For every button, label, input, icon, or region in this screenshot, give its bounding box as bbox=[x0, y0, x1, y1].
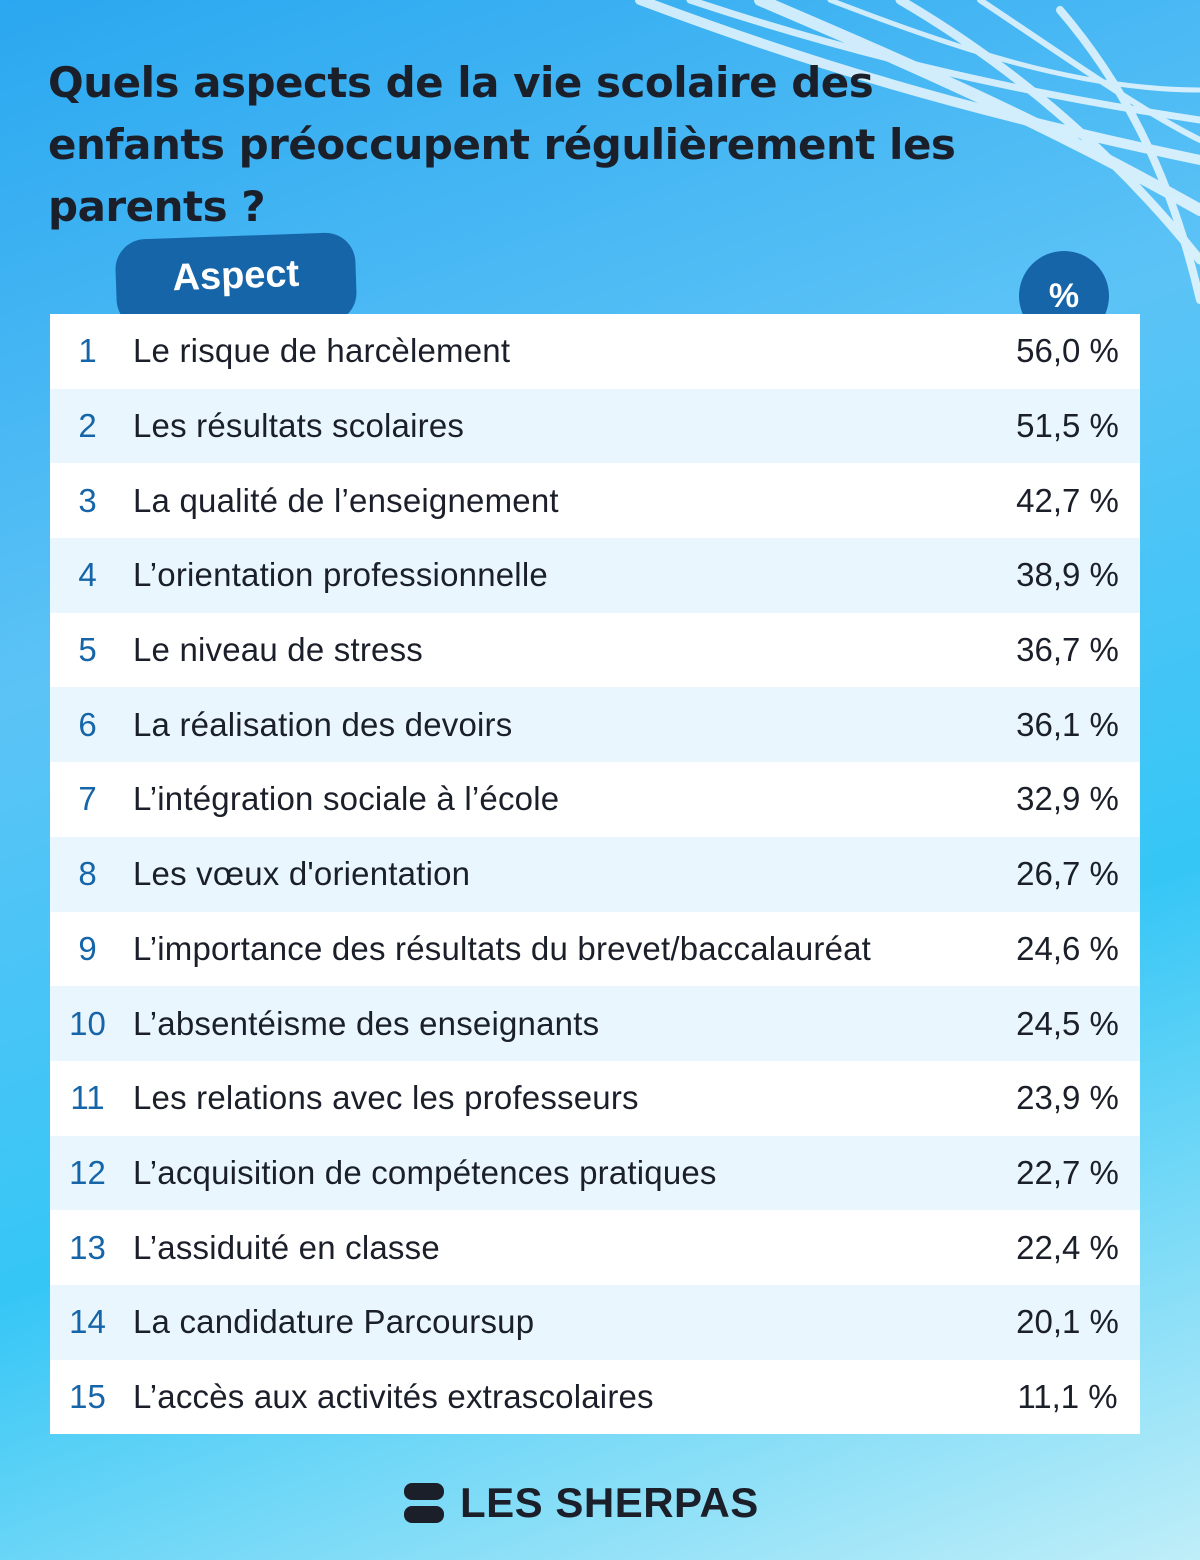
row-percent-value: 24,6 % bbox=[1016, 929, 1119, 967]
row-rank: 2 bbox=[78, 407, 97, 445]
table-row bbox=[50, 1360, 1140, 1435]
row-rank: 8 bbox=[78, 855, 97, 893]
table-row bbox=[50, 986, 1140, 1061]
row-percent-value: 36,7 % bbox=[1016, 631, 1119, 669]
row-rank: 6 bbox=[78, 705, 97, 743]
row-rank: 13 bbox=[69, 1228, 106, 1266]
table-row bbox=[50, 1136, 1140, 1211]
row-rank: 5 bbox=[78, 631, 97, 669]
row-aspect-label: Les relations avec les professeurs bbox=[133, 1079, 639, 1117]
row-percent-value: 20,1 % bbox=[1016, 1303, 1119, 1341]
row-aspect-label: La qualité de l’enseignement bbox=[133, 481, 559, 519]
row-aspect-label: L’intégration sociale à l’école bbox=[133, 780, 560, 818]
row-rank: 11 bbox=[70, 1079, 105, 1117]
table-row bbox=[50, 912, 1140, 987]
row-rank: 10 bbox=[69, 1004, 106, 1042]
row-percent-value: 23,9 % bbox=[1016, 1079, 1119, 1117]
row-percent-value: 11,1 % bbox=[1017, 1377, 1118, 1415]
row-aspect-label: L’absentéisme des enseignants bbox=[133, 1004, 600, 1042]
table-row bbox=[50, 1061, 1140, 1136]
sherpas-logo-icon bbox=[404, 1483, 444, 1523]
row-aspect-label: Les résultats scolaires bbox=[133, 407, 465, 445]
row-aspect-label: L’accès aux activités extrascolaires bbox=[133, 1377, 654, 1415]
row-rank: 3 bbox=[78, 481, 97, 519]
row-aspect-label: L’acquisition de compétences pratiques bbox=[133, 1153, 717, 1191]
row-rank: 7 bbox=[78, 780, 97, 818]
percent-column-header: % bbox=[1019, 251, 1109, 341]
row-percent-value: 42,7 % bbox=[1016, 481, 1119, 519]
table-row bbox=[50, 837, 1140, 912]
row-rank: 15 bbox=[69, 1377, 106, 1415]
row-aspect-label: L’assiduité en classe bbox=[133, 1228, 440, 1266]
row-percent-value: 22,4 % bbox=[1016, 1228, 1119, 1266]
table-row bbox=[50, 613, 1140, 688]
brand-logo bbox=[404, 1475, 759, 1531]
row-aspect-label: Le niveau de stress bbox=[133, 631, 423, 669]
row-aspect-label: Le risque de harcèlement bbox=[133, 332, 511, 370]
row-rank: 12 bbox=[69, 1153, 106, 1191]
row-percent-value: 24,5 % bbox=[1016, 1004, 1119, 1042]
row-rank: 1 bbox=[78, 332, 97, 370]
table-row bbox=[50, 314, 1140, 389]
ranking-table bbox=[50, 314, 1140, 1434]
page-title: Quels aspects de la vie scolaire des enfants préoccupent régulièrement les parents ? bbox=[48, 58, 956, 231]
row-aspect-label: Les vœux d'orientation bbox=[133, 855, 471, 893]
table-row bbox=[50, 762, 1140, 837]
row-percent-value: 32,9 % bbox=[1016, 780, 1119, 818]
row-aspect-label: L’orientation professionnelle bbox=[133, 556, 548, 594]
row-percent-value: 26,7 % bbox=[1016, 855, 1119, 893]
table-row bbox=[50, 538, 1140, 613]
row-percent-value: 36,1 % bbox=[1016, 705, 1119, 743]
table-row bbox=[50, 1210, 1140, 1285]
row-percent-value: 56,0 % bbox=[1016, 332, 1119, 370]
table-row bbox=[50, 463, 1140, 538]
row-rank: 14 bbox=[69, 1303, 106, 1341]
table-row bbox=[50, 389, 1140, 464]
row-percent-value: 22,7 % bbox=[1016, 1153, 1119, 1191]
table-row bbox=[50, 1285, 1140, 1360]
row-aspect-label: L’importance des résultats du brevet/baccalauréat bbox=[133, 929, 872, 967]
row-aspect-label: La candidature Parcoursup bbox=[133, 1303, 535, 1341]
table-row bbox=[50, 687, 1140, 762]
row-percent-value: 38,9 % bbox=[1016, 556, 1119, 594]
brand-name: LES SHERPAS bbox=[460, 1479, 759, 1526]
row-rank: 4 bbox=[78, 556, 97, 594]
row-rank: 9 bbox=[78, 929, 97, 967]
row-aspect-label: La réalisation des devoirs bbox=[133, 705, 513, 743]
row-percent-value: 51,5 % bbox=[1016, 407, 1119, 445]
aspect-column-header: Aspect bbox=[115, 232, 358, 330]
